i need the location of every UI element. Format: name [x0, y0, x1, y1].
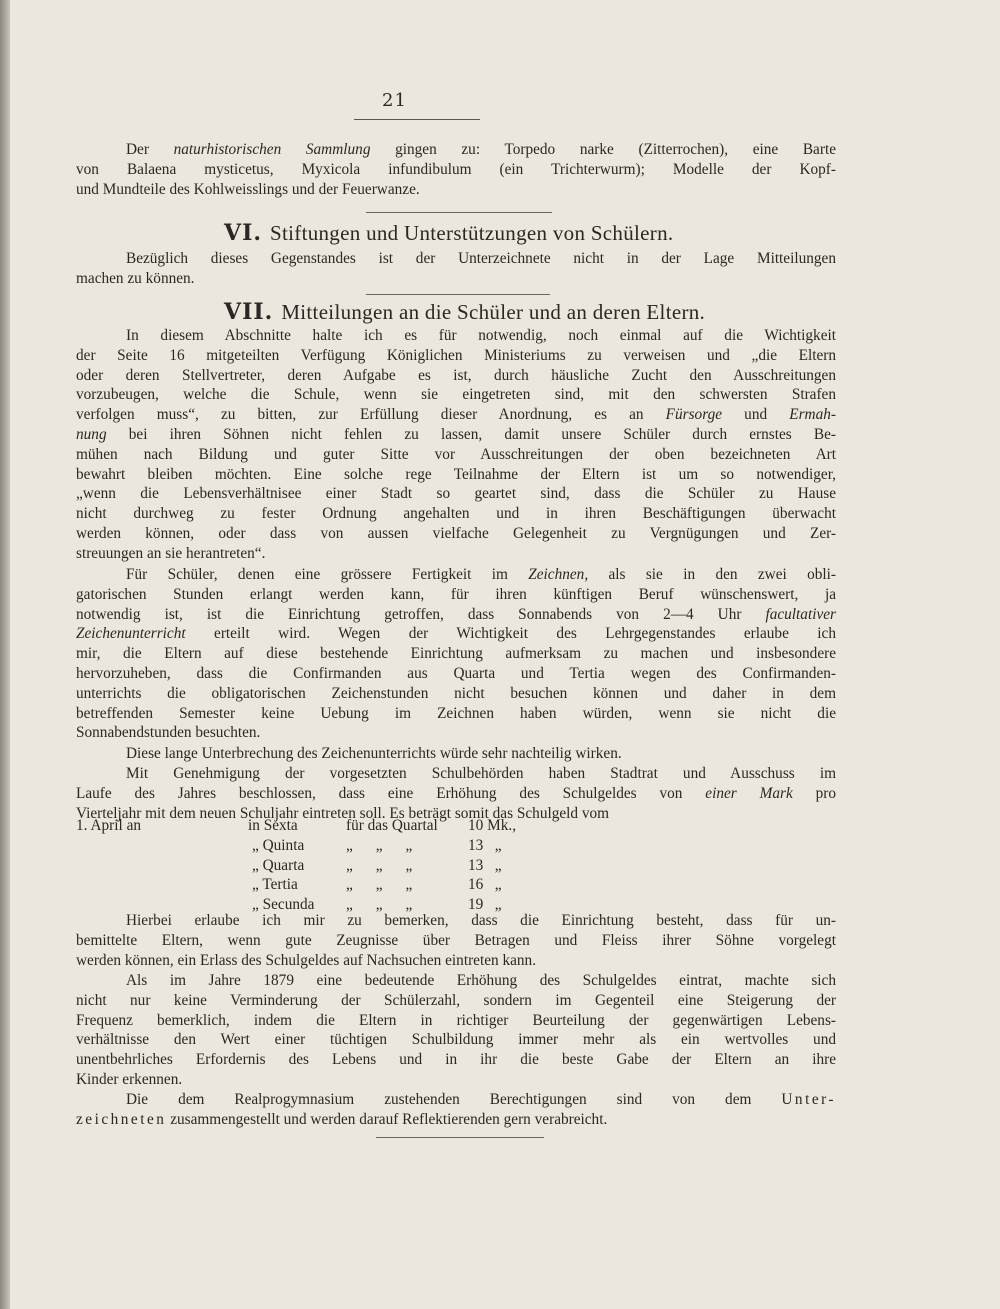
text-line — [76, 504, 836, 524]
page-number-rule — [354, 119, 480, 120]
text-line — [76, 971, 836, 991]
fee-class: „ Quinta — [252, 836, 305, 854]
section-number: VI. — [224, 220, 263, 246]
section-title: Stiftungen und Unterstützungen von Schülern. — [270, 221, 674, 245]
text-line-content: Diese lange Unterbrechung des Zeichenunterrichts würde sehr nachteilig wirken. — [126, 745, 622, 762]
text-line — [76, 764, 836, 784]
text-line-content: bemittelte Eltern, wenn gute Zeugnisse über Betragen und Fleiss ihrer Söhne vorgelegt — [76, 931, 836, 949]
section-divider — [366, 294, 550, 295]
text-line — [76, 405, 836, 425]
section-vii-paragraph-6 — [76, 971, 836, 1090]
section-vii-paragraph-7 — [76, 1090, 836, 1130]
text-line-content: notwendig ist, ist die Einrichtung getroffen, dass Sonnabends von 2—4 Uhr facultativer — [76, 605, 836, 623]
text-line — [76, 425, 836, 445]
text-line-content: Als im Jahre 1879 eine bedeutende Erhöhung des Schulgeldes eintrat, machte sich — [126, 972, 836, 989]
text-line — [76, 565, 836, 585]
text-line-content: werden können, oder dass von aussen vielfache Gelegenheit zu Vergnügungen und Zer- — [76, 524, 836, 542]
section-title: Mitteilungen an die Schüler und an deren Eltern. — [281, 300, 706, 324]
text-line-content: mühen nach Bildung und guter Sitte vor Ausschreitungen der oben bezeichneten Art — [76, 445, 836, 463]
text-line-content: vorzubeugen, welche die Schule, wenn sie eingetreten sind, mit den schwersten Strafen — [76, 386, 836, 404]
text-line — [76, 465, 836, 485]
text-line — [76, 1070, 836, 1090]
text-line-content: zeichneten zusammengestellt und werden darauf Reflektierenden gern verabreicht. — [76, 1110, 608, 1128]
text-line-content: Hierbei erlaube ich mir zu bemerken, dass die Einrichtung besteht, dass für un- — [126, 912, 836, 929]
text-line-content: bewahrt bleiben möchten. Eine solche rege Teilnahme der Eltern ist um so notwendiger, — [76, 465, 836, 483]
text-line — [76, 180, 836, 200]
fee-amount: 13 „ — [468, 856, 502, 874]
page-number: 21 — [382, 90, 407, 111]
fee-class: „ Tertia — [252, 876, 298, 894]
section-heading-vi — [224, 220, 674, 246]
end-divider — [376, 1137, 544, 1138]
text-line — [76, 140, 836, 160]
text-line — [76, 991, 836, 1011]
fee-class: „ Secunda — [252, 896, 315, 914]
text-line-content: verfolgen muss“, zu bitten, zur Erfüllung dieser Anordnung, es an Fürsorge und Ermah- — [76, 406, 836, 424]
text-line-content: machen zu können. — [76, 269, 195, 287]
text-line — [76, 704, 836, 724]
text-line-content: unentbehrliches Erfordernis des Lebens und in ihr die beste Gabe der Eltern an ihre — [76, 1051, 836, 1069]
text-line-content: Frequenz bemerklich, indem die Eltern in richtiger Beurteilung der gegenwärtigen Lebens- — [76, 1011, 836, 1029]
collection-paragraph — [76, 140, 836, 199]
school-fee-table — [76, 817, 836, 924]
text-line — [76, 544, 836, 564]
fee-class: in Sexta — [248, 817, 298, 834]
text-line-content: werden können, ein Erlass des Schulgeldes auf Nachsuchen eintreten kann. — [76, 951, 537, 969]
text-line — [76, 951, 836, 971]
fee-period: „ „ „ — [346, 896, 413, 914]
text-line-content: Die dem Realprogymnasium zustehenden Berechtigungen sind von dem Unter- — [126, 1091, 836, 1108]
section-divider — [366, 212, 552, 213]
text-line — [76, 911, 836, 931]
section-vii-paragraph-3 — [76, 744, 836, 764]
text-line — [76, 445, 836, 465]
scanned-page — [10, 0, 1000, 1309]
text-line-content: Kinder erkennen. — [76, 1070, 183, 1088]
text-line-content: „wenn die Lebensverhältnisee einer Stadt so geartet sind, dass die Schüler zu Hause — [76, 485, 836, 503]
text-line-content: Sonnabendstunden besuchten. — [76, 724, 261, 742]
text-line-content: Der naturhistorischen Sammlung gingen zu: Torpedo narke (Zitterrochen), eine Barte — [126, 141, 836, 158]
text-line — [76, 605, 836, 625]
text-line — [76, 269, 836, 289]
text-line — [76, 1030, 836, 1050]
text-line-content: gatorischen Stunden erlangt werden kann, für ihren künftigen Beruf wünschenswert, ja — [76, 585, 836, 603]
fee-start: 1. April an — [76, 817, 142, 834]
text-line — [76, 931, 836, 951]
section-vii-paragraph-2 — [76, 565, 836, 743]
text-line — [76, 346, 836, 366]
text-line-content: Bezüglich dieses Gegenstandes ist der Unterzeichnete nicht in der Lage Mitteilungen — [126, 250, 836, 267]
text-line-content: verhältnisse den Wert einer tüchtigen Schulbildung immer mehr als ein wertvolles und — [76, 1031, 836, 1049]
text-line — [76, 1050, 836, 1070]
text-line — [76, 524, 836, 544]
text-line — [76, 723, 836, 743]
text-line — [76, 1110, 836, 1130]
text-line — [76, 160, 836, 180]
text-line — [76, 385, 836, 405]
text-line — [76, 585, 836, 605]
section-number: VII. — [224, 299, 274, 325]
section-vii-paragraph-1 — [76, 326, 836, 564]
text-line-content: hervorzuheben, dass die Confirmanden aus Quarta und Tertia wegen des Confirmanden- — [76, 664, 836, 682]
text-line — [76, 249, 836, 269]
text-line — [76, 644, 836, 664]
text-line-content: Mit Genehmigung der vorgesetzten Schulbehörden haben Stadtrat und Ausschuss im — [126, 765, 836, 782]
fee-amount: 19 „ — [468, 896, 502, 914]
fee-amount: 16 „ — [468, 876, 502, 894]
fee-period: „ „ „ — [346, 856, 413, 874]
text-line — [76, 1090, 836, 1110]
text-line — [76, 624, 836, 644]
text-line-content: nicht nur keine Verminderung der Schülerzahl, sondern im Gegenteil eine Steigerung der — [76, 991, 836, 1009]
text-line-content: von Balaena mysticetus, Myxicola infundibulum (ein Trichterwurm); Modelle der Kopf- — [76, 160, 836, 178]
text-line — [76, 784, 836, 804]
fee-amount: 10 Mk., — [468, 817, 517, 834]
fee-period: „ „ „ — [346, 836, 413, 854]
section-vii-paragraph-4 — [76, 764, 836, 823]
text-line-content: mir, die Eltern auf diese bestehende Einrichtung aufmerksam zu machen und insbesondere — [76, 645, 836, 663]
text-line-content: betreffenden Semester keine Uebung im Zeichnen haben würden, wenn sie nicht die — [76, 704, 836, 722]
fee-class: „ Quarta — [252, 856, 305, 874]
text-line-content: Laufe des Jahres beschlossen, dass eine Erhöhung des Schulgeldes von einer Mark pro — [76, 784, 836, 802]
text-line-content: nicht durchweg zu fester Ordnung angehalten und in ihren Beschäftigungen überwacht — [76, 505, 836, 523]
section-vi-paragraph — [76, 249, 836, 289]
text-line — [76, 684, 836, 704]
fee-period: „ „ „ — [346, 876, 413, 894]
text-line-content: In diesem Abschnitte halte ich es für notwendig, noch einmal auf die Wichtigkeit — [126, 327, 836, 344]
text-line — [76, 804, 836, 824]
text-line-content: nung bei ihren Söhnen nicht fehlen zu lassen, damit unsere Schüler durch ernstes Be- — [76, 425, 836, 443]
text-line-content: Für Schüler, denen eine grössere Fertigkeit im Zeichnen, als sie in den zwei obli- — [126, 566, 836, 583]
fee-period: für das Quartal — [346, 817, 438, 834]
text-line-content: und Mundteile des Kohlweisslings und der Feuerwanze. — [76, 180, 420, 198]
text-line — [76, 744, 836, 764]
fee-amount: 13 „ — [468, 836, 502, 854]
text-line-content: unterrichts die obligatorischen Zeichenstunden nicht besuchen können und daher in dem — [76, 684, 836, 702]
text-line-content: Zeichenunterricht erteilt wird. Wegen der Wichtigkeit des Lehrgegenstandes erlaube ich — [76, 625, 836, 643]
text-line-content: oder deren Stellvertreter, deren Aufgabe es ist, durch häusliche Zucht den Ausschreitungen — [76, 366, 836, 384]
text-line — [76, 366, 836, 386]
section-vii-paragraph-5 — [76, 911, 836, 970]
section-heading-vii — [224, 299, 706, 325]
text-line — [76, 664, 836, 684]
text-line-content: der Seite 16 mitgeteilten Verfügung Königlichen Ministeriums zu verweisen und „die Eltern — [76, 346, 836, 364]
text-line — [76, 326, 836, 346]
page-binding-edge — [0, 0, 10, 1309]
text-line-content: Vierteljahr mit dem neuen Schuljahr eintreten soll. Es beträgt somit das Schulgeld vom — [76, 804, 610, 822]
text-line — [76, 484, 836, 504]
text-line — [76, 1011, 836, 1031]
text-line-content: streuungen an sie herantreten“. — [76, 544, 266, 562]
